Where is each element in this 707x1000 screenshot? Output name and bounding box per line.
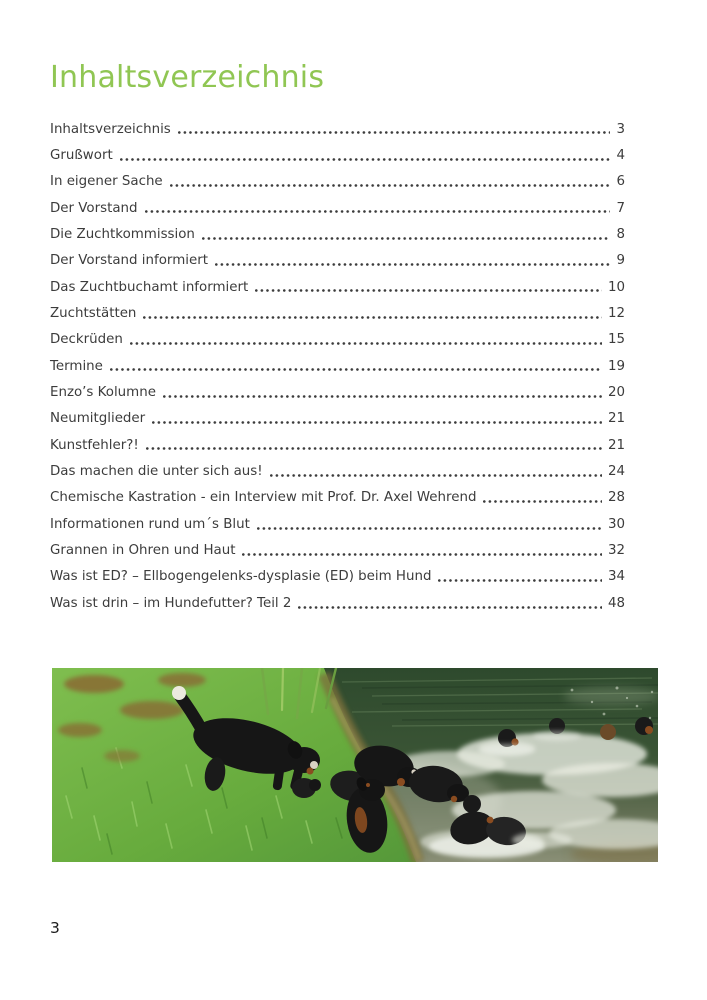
toc-entry-label: Informationen rund um´s Blut — [50, 516, 250, 532]
toc-entry[interactable] — [50, 454, 625, 480]
toc-entry[interactable] — [50, 270, 625, 296]
toc-dot-leader — [163, 395, 602, 398]
toc-entry-page: 10 — [607, 279, 625, 295]
toc-entry[interactable] — [50, 375, 625, 401]
toc-entry-label: Chemische Kastration - ein Interview mit Prof. Dr. Axel Wehrend — [50, 490, 477, 506]
toc-dot-leader — [130, 342, 602, 345]
toc-entry[interactable] — [50, 165, 625, 191]
toc-entry-label: Das Zuchtbuchamt informiert — [50, 279, 249, 295]
toc-entry-label: Termine — [50, 358, 103, 374]
toc-entry-label: Der Vorstand informiert — [50, 253, 208, 269]
toc-dot-leader — [215, 263, 611, 266]
toc-entry[interactable] — [50, 349, 625, 375]
toc-entry-page: 12 — [607, 306, 625, 321]
toc-entry-page: 3 — [616, 121, 625, 137]
toc-entry-label: Das machen die unter sich aus! — [50, 464, 263, 480]
toc-entry-label: Neumitglieder — [50, 411, 146, 427]
toc-entry-label: Deckrüden — [50, 332, 123, 348]
toc-entry-page: 48 — [607, 595, 625, 611]
toc-entry-page: 21 — [607, 411, 625, 427]
toc-dot-leader — [483, 500, 602, 503]
toc-entry[interactable] — [50, 402, 625, 428]
toc-entry-page: 7 — [616, 200, 625, 216]
toc-entry-label: Grußwort — [50, 147, 113, 163]
toc-entry-page: 8 — [616, 226, 625, 242]
toc-entry-page: 4 — [616, 147, 625, 163]
toc-entry-label: Grannen in Ohren und Haut — [50, 543, 236, 559]
footer-page-number: 3 — [50, 919, 60, 937]
toc-entry-label: Die Zuchtkommission — [50, 226, 195, 242]
toc-dot-leader — [257, 527, 602, 530]
toc-entry-page: 32 — [607, 543, 625, 559]
toc-entry[interactable] — [50, 507, 625, 533]
toc-entry-page: 34 — [607, 569, 625, 585]
toc-entry-page: 19 — [607, 358, 625, 374]
toc-dot-leader — [110, 368, 602, 371]
toc-entry-page: 15 — [607, 332, 625, 348]
toc-entry[interactable] — [50, 191, 625, 217]
page-title: Inhaltsverzeichnis — [50, 60, 325, 95]
toc-entry[interactable] — [50, 296, 625, 322]
toc-entry[interactable] — [50, 534, 625, 560]
dogs-pond-photo — [52, 668, 658, 862]
toc-entry-label: Zuchtstätten — [50, 306, 137, 321]
toc-dot-leader — [143, 316, 602, 319]
toc-dot-leader — [152, 421, 602, 424]
toc-entry-page: 30 — [607, 516, 625, 532]
toc-dot-leader — [145, 210, 611, 213]
toc-entry-label: Was ist ED? – Ellbogengelenks-dysplasie (ED) beim Hund — [50, 569, 432, 585]
toc-entry-label: Was ist drin – im Hundefutter? Teil 2 — [50, 595, 292, 611]
toc-entry[interactable] — [50, 428, 625, 454]
toc-entry-page: 28 — [607, 490, 625, 506]
toc-dot-leader — [438, 579, 601, 582]
toc-entry-page: 20 — [607, 385, 625, 401]
toc-dot-leader — [242, 553, 601, 556]
toc-dot-leader — [270, 474, 602, 477]
toc-entry-page: 9 — [616, 253, 625, 269]
toc-entry[interactable] — [50, 323, 625, 349]
toc-entry-label: Kunstfehler?! — [50, 437, 139, 453]
toc-dot-leader — [255, 289, 602, 292]
toc-entry-label: In eigener Sache — [50, 174, 163, 190]
toc-dot-leader — [178, 131, 611, 134]
toc-entry[interactable] — [50, 112, 625, 138]
toc-entry-page: 6 — [616, 174, 625, 190]
toc-entry-label: Der Vorstand — [50, 200, 138, 216]
toc-entry-label: Inhaltsverzeichnis — [50, 121, 171, 137]
toc-entry-page: 21 — [607, 437, 625, 453]
toc-entry[interactable] — [50, 217, 625, 243]
toc-dot-leader — [202, 237, 611, 240]
toc-entry[interactable] — [50, 560, 625, 586]
toc-entry[interactable] — [50, 138, 625, 164]
toc-entry[interactable] — [50, 481, 625, 507]
toc-dot-leader — [146, 447, 602, 450]
toc-dot-leader — [120, 158, 611, 161]
toc-entry[interactable] — [50, 244, 625, 270]
toc-dot-leader — [170, 184, 611, 187]
toc-entry-page: 24 — [607, 464, 625, 480]
toc-list — [50, 112, 625, 613]
toc-entry[interactable] — [50, 586, 625, 612]
toc-entry-label: Enzo’s Kolumne — [50, 385, 156, 401]
toc-dot-leader — [298, 606, 602, 609]
